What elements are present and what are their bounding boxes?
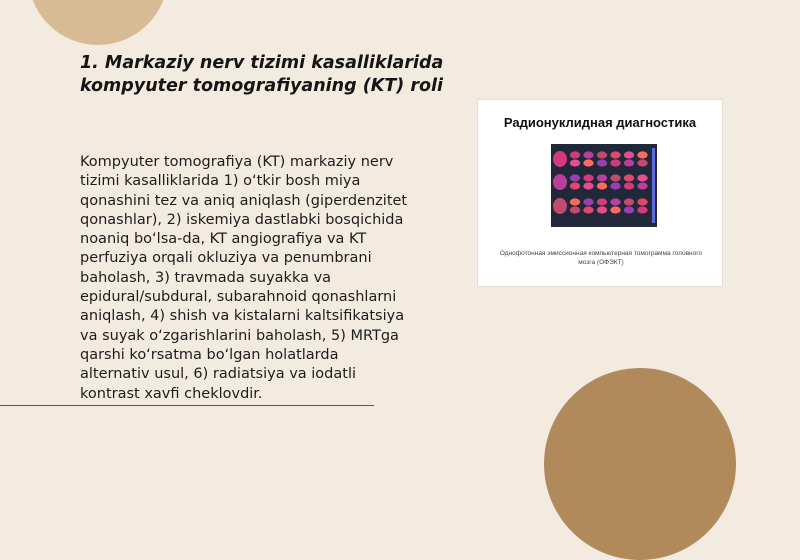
body-line: Kompyuter tomografiya (KT) markaziy nerv	[80, 154, 394, 170]
spect-scan-image	[551, 144, 657, 227]
scan-slice	[553, 174, 567, 190]
scan-slice	[597, 206, 607, 213]
body-line: qonashini tez va aniq aniqlash (giperdenzitet	[80, 192, 408, 209]
scan-slice	[597, 182, 607, 189]
figure-panel	[477, 99, 723, 287]
scan-slice	[637, 198, 647, 205]
scan-slice	[637, 151, 647, 158]
decorative-circle-bottom	[544, 368, 736, 560]
scan-colorbar	[652, 148, 655, 223]
figure-caption	[488, 249, 714, 267]
body-line: baholash, 3) travmada suyakka va	[80, 269, 332, 286]
body-line: qonashlar), 2) iskemiya dastlabki bosqichida	[80, 211, 404, 228]
scan-slice	[610, 159, 620, 166]
scan-slice	[570, 151, 580, 158]
body-line: kontrast xavfi cheklovdir.	[80, 385, 263, 402]
scan-slice	[637, 182, 647, 189]
body-line: noaniq bo‘lsa-da, KT angiografiya va KT	[80, 231, 367, 248]
scan-slice	[570, 198, 580, 205]
scan-slice	[637, 159, 647, 166]
slide-body-text	[80, 153, 425, 404]
scan-slice	[570, 159, 580, 166]
body-line: aniqlash, 4) shish va kistalarni kaltsifikatsiya	[80, 308, 405, 325]
scan-slice	[624, 206, 634, 213]
scan-slice	[597, 198, 607, 205]
scan-slice	[637, 206, 647, 213]
divider-line	[0, 405, 374, 406]
scan-slice	[610, 198, 620, 205]
scan-slice	[583, 206, 593, 213]
scan-slice	[597, 159, 607, 166]
body-line: perfuziya orqali okluziya va penumbrani	[80, 250, 372, 267]
scan-slice	[624, 151, 634, 158]
scan-slice	[610, 151, 620, 158]
decorative-circle-top	[28, 0, 168, 45]
body-line: va suyak o‘zgarishlarini baholash, 5) MRTga	[80, 327, 399, 344]
scan-slice	[570, 206, 580, 213]
scan-slice	[570, 174, 580, 181]
scan-slice	[624, 198, 634, 205]
scan-slice	[583, 182, 593, 189]
body-line: tizimi kasalliklarida 1) o‘tkir bosh miya	[80, 173, 361, 190]
figure-caption-line-2: мозга (ОФЭКТ)	[578, 259, 624, 266]
slide-title-line-2: kompyuter tomografiyaning (KT) roli	[80, 76, 443, 96]
scan-slice	[610, 174, 620, 181]
scan-slice	[583, 151, 593, 158]
scan-slice	[624, 182, 634, 189]
slide-title	[80, 52, 444, 98]
scan-slice	[583, 159, 593, 166]
slide-title-line-1: 1. Markaziy nerv tizimi kasalliklarida	[80, 53, 444, 73]
scan-slice	[583, 198, 593, 205]
figure-title: Радионуклидная диагностика	[503, 115, 697, 130]
spect-scan-grid	[551, 144, 657, 227]
scan-slice	[553, 151, 567, 167]
body-line: epidural/subdural, subarahnoid qonashlarni	[80, 289, 397, 306]
scan-slice	[597, 151, 607, 158]
scan-slice	[624, 174, 634, 181]
body-line: alternativ usul, 6) radiatsiya va iodatli	[80, 366, 356, 383]
body-line: qarshi ko‘rsatma bo‘lgan holatlarda	[80, 346, 339, 363]
scan-slice	[553, 198, 567, 214]
scan-slice	[610, 206, 620, 213]
figure-caption-line-1: Однофотонная эмиссионная компьютерная томограмма головного	[499, 250, 703, 257]
scan-slice	[624, 159, 634, 166]
scan-slice	[637, 174, 647, 181]
scan-slice	[570, 182, 580, 189]
scan-slice	[610, 182, 620, 189]
scan-slice	[583, 174, 593, 181]
scan-slice	[597, 174, 607, 181]
